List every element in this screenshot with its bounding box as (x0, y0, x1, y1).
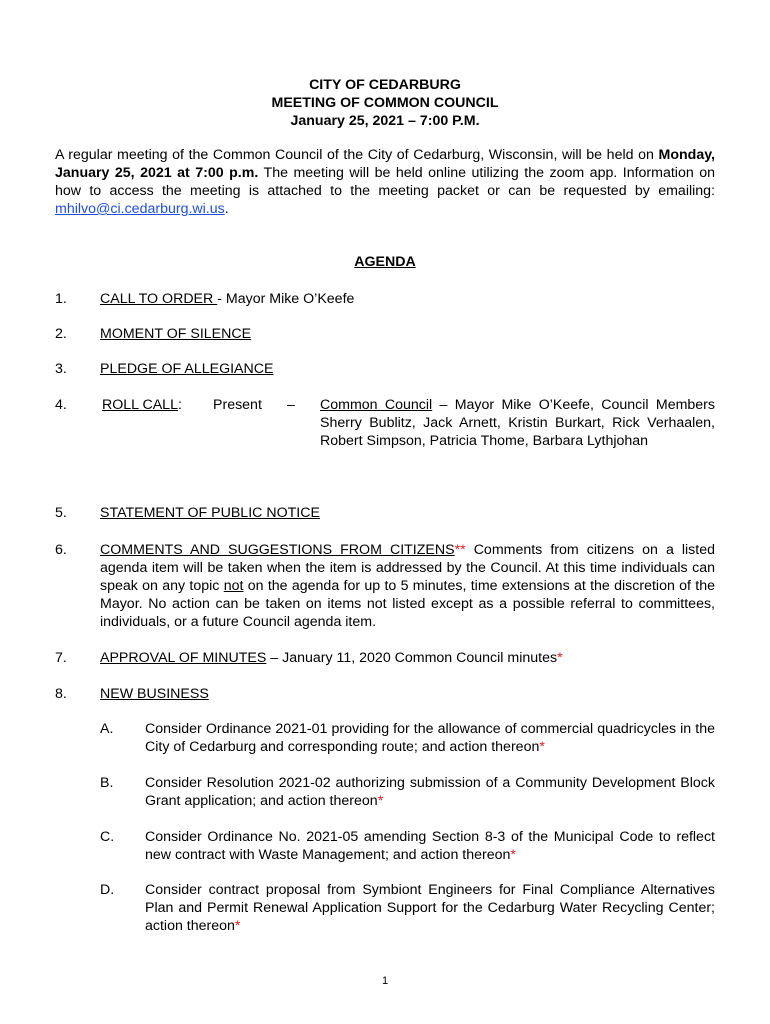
meeting-datetime: Monday, January 25, 2021 at 7:00 p.m. (55, 147, 715, 181)
item-title: COMMENTS AND SUGGESTIONS FROM CITIZENS (100, 542, 455, 558)
document-header (0, 76, 770, 130)
agenda-item-roll-call: 4. ROLL CALL: Present – Common Council – Mayor Mike O’Keefe, Council Members Sherry Bublitz, Jack Arnett, Kristin Burkart, Rick Verhaalen, Robert Simpson, Patricia Thome, Barbara Lythjohan (55, 397, 715, 449)
agenda-title: AGENDA (354, 254, 416, 270)
item-number: 5. (55, 505, 67, 521)
item-title: CALL TO ORDER (100, 291, 218, 307)
item-number: 7. (55, 650, 67, 666)
email-link[interactable]: mhilvo@ci.cedarburg.wi.us (55, 201, 225, 217)
roll-members: Common Council – Mayor Mike O’Keefe, Council Members Sherry Bublitz, Jack Arnett, Kristin Burkart, Rick Verhaalen, Robert Simpson, Patricia Thome, Barbara Lythjohan (320, 397, 715, 449)
item-title: ROLL CALL (102, 397, 178, 413)
item-number: 1. (55, 291, 67, 307)
item-title: MOMENT OF SILENCE (100, 326, 252, 342)
asterisk: * (510, 847, 516, 863)
item-title: STATEMENT OF PUBLIC NOTICE (100, 505, 320, 521)
meeting-date: January 25, 2021 – 7:00 P.M. (290, 113, 480, 129)
roll-present: Present (213, 397, 262, 413)
meeting-title: MEETING OF COMMON COUNCIL (271, 95, 499, 111)
item-title: APPROVAL OF MINUTES (100, 650, 267, 666)
page-number: 1 (381, 975, 389, 987)
document-page: CITY OF CEDARBURG MEETING OF COMMON COUNCIL January 25, 2021 – 7:00 P.M. A regular meeting of the Common Council of the City of Cedarburg, Wisconsin, will be held on Monday, January 25, 2021 at 7:00 p.m. The meeting will be held online utilizing the zoom app. Information on how to access the meeting is attached to the meeting packet or can be requested by emailing: mhilvo@ci.cedarburg.wi.us. AGENDA 1. CALL TO ORDER - Mayor Mike O’Keefe 2. MOMENT OF SILENCE 3. PLEDGE OF ALLEGIANCE 4. ROLL CALL: Present – Common Council – Mayor Mike O’Keefe, Council Members Sherry Bublitz, Jack Arnett, Kristin Burkart, Rick Verhaalen, Robert Simpson, Patricia Thome, Barbara Lythjohan 5. STATEMENT OF PUBLIC NOTICE 6. COMMENTS AND SUGGESTIONS FROM CITIZENS** Comments from citizens on a listed agenda item will be taken when the item is addressed by the Council. At this time individuals can speak on any topic not on the agenda for up to 5 minutes, time extensions at the discretion of the Mayor. No action can be taken on items not listed except as a possible referral to committees, individuals, or a future Council agenda item. 7. APPROVAL OF MINUTES – January 11, 2020 Common Council minutes* 8. NEW BUSINESS A. Consider Ordinance 2021-01 providing for the allowance of commercial quadricycles in the City of Cedarburg and corresponding route; and action thereon* B. Consider Resolution 2021-02 authorizing submission of a Community Development Block Grant application; and action thereon* C. Consider Ordinance No. 2021-05 amending Section 8-3 of the Municipal Code to reflect new contract with Waste Management; and action thereon* D. Consider contract proposal from Symbiont Engineers for Final Compliance Alternatives Plan and Permit Renewal Application Support for the Cedarburg Water Recycling Center; action thereon* 1 (0, 0, 770, 1024)
item-number: 2. (55, 326, 67, 342)
item-title: PLEDGE OF ALLEGIANCE (100, 361, 274, 377)
double-asterisk: ** (454, 542, 466, 558)
intro-paragraph: A regular meeting of the Common Council of the City of Cedarburg, Wisconsin, will be held on Monday, January 25, 2021 at 7:00 p.m. The meeting will be held online utilizing the zoom app. Information on how to access the meeting is attached to the meeting packet or can be requested by emailing: mhilvo@ci.cedarburg.wi.us. (55, 147, 716, 217)
item-number: 4. (55, 397, 67, 413)
item-number: 3. (55, 361, 67, 377)
asterisk: * (539, 739, 545, 755)
asterisk: * (234, 918, 241, 934)
asterisk: * (557, 650, 563, 666)
item-number: 6. (55, 542, 67, 558)
asterisk: * (377, 793, 384, 809)
item-number: 8. (55, 686, 67, 702)
city-name: CITY OF CEDARBURG (309, 77, 461, 93)
item-title: NEW BUSINESS (100, 686, 209, 702)
